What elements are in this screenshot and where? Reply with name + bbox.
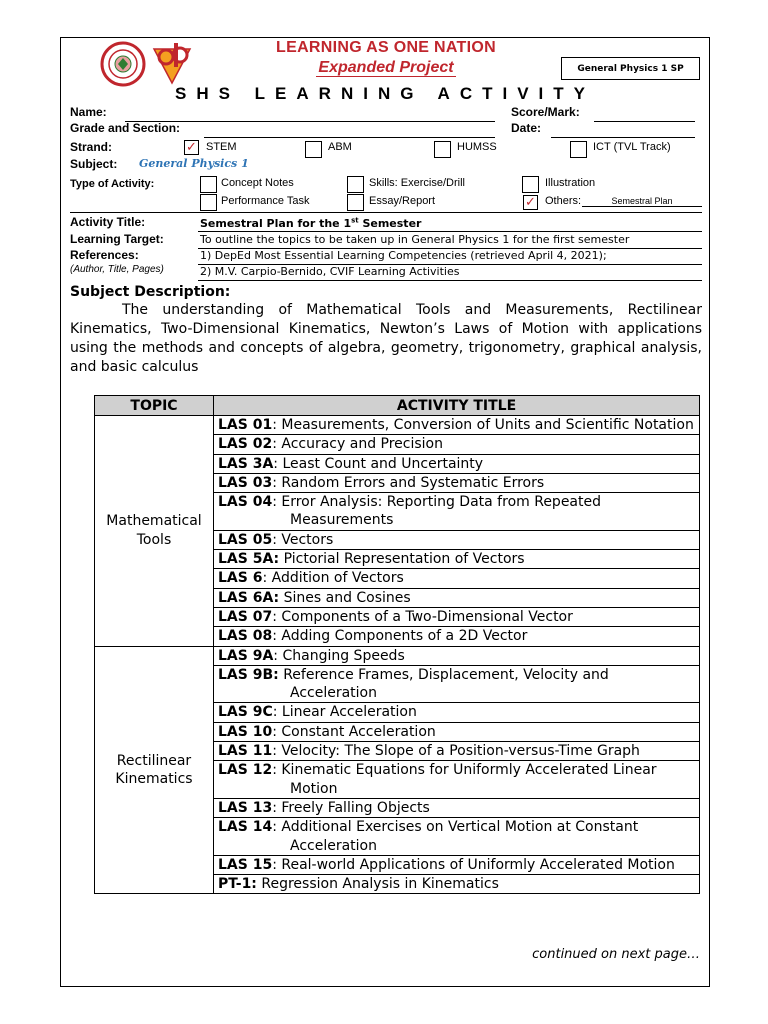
program-title: LEARNING AS ONE NATION xyxy=(276,39,496,56)
strand-abm-checkbox[interactable] xyxy=(305,141,322,158)
activity-code: LAS 10 xyxy=(218,723,273,740)
activity-cell: LAS 04: Error Analysis: Reporting Data from Repeated Measurements xyxy=(214,493,700,531)
activity-cell: LAS 07: Components of a Two-Dimensional Vector xyxy=(214,607,700,626)
references-note: (Author, Title, Pages) xyxy=(70,264,164,275)
activity-cell: LAS 08: Adding Components of a 2D Vector xyxy=(214,627,700,646)
topic-cell: Rectilinear Kinematics xyxy=(95,646,214,894)
reference-underline xyxy=(198,280,702,281)
activity-title: Vectors xyxy=(281,531,334,548)
activity-cell: LAS 05: Vectors xyxy=(214,530,700,549)
activity-cell: LAS 11: Velocity: The Slope of a Position-versus-Time Graph xyxy=(214,742,700,761)
name-label: Name: xyxy=(70,105,107,119)
date-label: Date: xyxy=(511,121,542,135)
reference-item: 2) M.V. Carpio-Bernido, CVIF Learning Activities xyxy=(200,265,460,278)
activity-code: LAS 9B: xyxy=(218,666,279,683)
strand-humss-checkbox[interactable] xyxy=(434,141,451,158)
activity-code: LAS 07 xyxy=(218,608,273,625)
type-of-activity-label: Type of Activity: xyxy=(70,178,155,190)
activity-cell xyxy=(214,588,700,607)
activity-title: Regression Analysis in Kinematics xyxy=(261,876,499,893)
subject-value: General Physics 1 xyxy=(139,157,249,170)
type-concept-notes-checkbox[interactable] xyxy=(200,176,217,193)
activity-cell: LAS 10: Constant Acceleration xyxy=(214,722,700,741)
activity-cell: LAS 9C: Linear Acceleration xyxy=(214,703,700,722)
project-logo xyxy=(150,41,194,85)
activity-title: Kinematic Equations for Uniformly Accelerated Linear Motion xyxy=(281,762,657,797)
activity-cell: LAS 3A: Least Count and Uncertainty xyxy=(214,454,700,473)
school-seal-logo xyxy=(100,41,146,87)
activity-code: LAS 03 xyxy=(218,474,273,491)
activity-title: Error Analysis: Reporting Data from Repeated Measurements xyxy=(281,494,601,529)
activity-cell: LAS 13: Freely Falling Objects xyxy=(214,798,700,817)
activity-code: LAS 6 xyxy=(218,570,263,587)
activity-code: LAS 11 xyxy=(218,743,273,760)
subject-label: Subject: xyxy=(70,157,118,171)
activity-title: Measurements, Conversion of Units and Scientific Notation xyxy=(281,417,694,433)
activity-title: Reference Frames, Displacement, Velocity and Acceleration xyxy=(283,666,609,702)
activity-code: LAS 02 xyxy=(218,436,273,453)
activity-code: LAS 6A: xyxy=(218,589,280,606)
grade-section-field[interactable] xyxy=(204,137,495,138)
activity-cell: LAS 12: Kinematic Equations for Uniformly Accelerated Linear Motion xyxy=(214,761,700,799)
activity-title: Components of a Two-Dimensional Vector xyxy=(281,608,573,625)
learning-target-label: Learning Target: xyxy=(70,232,164,246)
score-field[interactable] xyxy=(594,121,695,122)
strand-abm-label: ABM xyxy=(328,141,352,153)
activity-title: Sines and Cosines xyxy=(283,589,411,606)
reference-item: 1) DepEd Most Essential Learning Competencies (retrieved April 4, 2021); xyxy=(200,249,607,262)
activity-title: Constant Acceleration xyxy=(281,723,436,740)
strand-label: Strand: xyxy=(70,140,112,154)
type-essay-report-label: Essay/Report xyxy=(369,195,436,207)
activity-code: PT-1: xyxy=(218,876,257,893)
score-label: Score/Mark: xyxy=(511,105,580,119)
activity-title: Random Errors and Systematic Errors xyxy=(281,474,545,491)
activity-cell: LAS 14: Additional Exercises on Vertical Motion at Constant Acceleration xyxy=(214,818,700,856)
learning-target-value: To outline the topics to be taken up in General Physics 1 for the first semester xyxy=(200,233,630,246)
grade-section-label: Grade and Section: xyxy=(70,121,181,135)
strand-stem-label: STEM xyxy=(206,141,237,153)
activity-title: Addition of Vectors xyxy=(271,570,404,587)
activity-code: LAS 04 xyxy=(218,494,273,511)
type-illustration-checkbox[interactable] xyxy=(522,176,539,193)
type-essay-report-checkbox[interactable] xyxy=(347,194,364,211)
activity-title: Additional Exercises on Vertical Motion at Constant Acceleration xyxy=(281,819,639,854)
activity-cell xyxy=(214,875,700,894)
activity-title: Adding Components of a 2D Vector xyxy=(281,628,528,645)
activity-code: LAS 05 xyxy=(218,531,273,548)
activity-code: LAS 9A xyxy=(218,647,274,664)
activity-code: LAS 3A xyxy=(218,455,274,472)
activity-cell xyxy=(214,550,700,569)
activity-title: Least Count and Uncertainty xyxy=(282,455,484,472)
type-others-label: Others: xyxy=(545,195,582,207)
type-skills-label: Skills: Exercise/Drill xyxy=(369,177,465,189)
activity-code: LAS 5A: xyxy=(218,551,280,568)
activity-code: LAS 01 xyxy=(218,417,273,433)
activity-code: LAS 08 xyxy=(218,628,273,645)
activity-cell: LAS 02: Accuracy and Precision xyxy=(214,435,700,454)
type-concept-notes-label: Concept Notes xyxy=(221,177,294,189)
continued-note: continued on next page… xyxy=(532,947,700,962)
activity-cell: LAS 03: Random Errors and Systematic Errors xyxy=(214,473,700,492)
activity-cell: LAS 15: Real-world Applications of Uniformly Accelerated Motion xyxy=(214,855,700,874)
activity-banner: SHS LEARNING ACTIVITY xyxy=(175,84,595,103)
subject-code-box: General Physics 1 SP xyxy=(561,57,700,80)
references-label: References: xyxy=(70,248,139,262)
activity-code: LAS 13 xyxy=(218,799,273,816)
type-others-value: Semestral Plan xyxy=(582,196,702,207)
activity-title-label: Activity Title: xyxy=(70,215,146,229)
name-field[interactable] xyxy=(125,121,495,122)
activity-column-header: ACTIVITY TITLE xyxy=(214,396,700,416)
type-others-checkbox[interactable]: ✓ xyxy=(523,195,538,210)
activity-cell xyxy=(214,665,700,703)
activity-title: Velocity: The Slope of a Position-versus-Time Graph xyxy=(281,743,640,760)
activity-code: LAS 12 xyxy=(218,762,273,779)
type-performance-task-checkbox[interactable] xyxy=(200,194,217,211)
subject-description-text: The understanding of Mathematical Tools and Measurements, Rectilinear Kinematics, Two-Dimensional Kinematics, Newton’s Laws of Motion with applications using the methods and concepts of algebra, geometry, trigonometry, graphical analysis, and basic calculus xyxy=(70,302,702,375)
activity-code: LAS 14 xyxy=(218,819,273,836)
strand-stem-checkbox[interactable]: ✓ xyxy=(184,140,199,155)
activity-title: Accuracy and Precision xyxy=(281,436,443,453)
activity-code: LAS 15 xyxy=(218,856,273,873)
activity-code: LAS 9C xyxy=(218,704,273,721)
activity-cell: LAS 6: Addition of Vectors xyxy=(214,569,700,588)
table-row xyxy=(95,646,700,665)
section-divider xyxy=(70,212,702,213)
type-skills-checkbox[interactable] xyxy=(347,176,364,193)
activity-cell: LAS 01: Measurements, Conversion of Units and Scientific Notation xyxy=(214,416,700,435)
topic-cell: Mathematical Tools xyxy=(95,416,214,647)
activity-title: Pictorial Representation of Vectors xyxy=(283,551,525,568)
date-field[interactable] xyxy=(551,137,695,138)
activity-title-value: Semestral Plan for the 1st Semester xyxy=(200,216,422,230)
activity-title-underline xyxy=(198,231,702,232)
topic-column-header: TOPIC xyxy=(95,396,214,416)
activity-title: Real-world Applications of Uniformly Accelerated Motion xyxy=(281,856,675,873)
topics-table xyxy=(94,395,700,894)
activity-title: Changing Speeds xyxy=(282,647,405,664)
strand-humss-label: HUMSS xyxy=(457,141,497,153)
subject-description-heading: Subject Description: xyxy=(70,284,231,300)
activity-title: Freely Falling Objects xyxy=(281,799,430,816)
activity-title: Linear Acceleration xyxy=(281,704,417,721)
table-row xyxy=(95,416,700,435)
type-illustration-label: Illustration xyxy=(545,177,596,189)
type-performance-task-label: Performance Task xyxy=(221,195,310,207)
strand-ict-checkbox[interactable] xyxy=(570,141,587,158)
program-subtitle: Expanded Project xyxy=(318,59,454,76)
activity-cell: LAS 9A: Changing Speeds xyxy=(214,646,700,665)
strand-ict-label: ICT (TVL Track) xyxy=(593,141,671,153)
